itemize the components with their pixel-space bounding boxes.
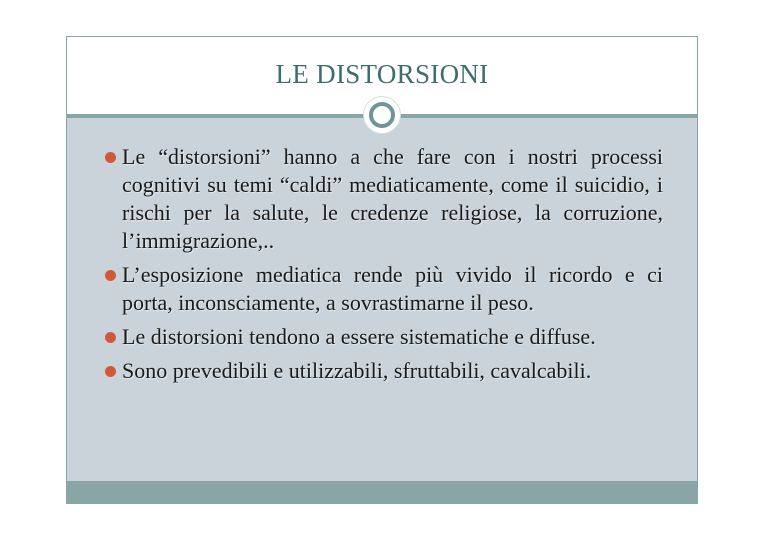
bullet-item bbox=[103, 143, 663, 255]
bullet-item bbox=[103, 261, 663, 317]
bullet-text: Le “distorsioni” hanno a che fare con i nostri processi cognitivi su temi “caldi” mediaticamente, come il suicidio, i rischi per la salute, le credenze religiose, la corruzione, l’immigrazione,.. bbox=[122, 144, 663, 253]
slide-title: LE DISTORSIONI bbox=[275, 59, 489, 89]
circle-ornament-icon bbox=[363, 96, 401, 134]
bullet-text: Le distorsioni tendono a essere sistematiche e diffuse. bbox=[122, 324, 596, 349]
bullet-text: L’esposizione mediatica rende più vivido il ricordo e ci porta, inconsciamente, a sovrastimarne il peso. bbox=[122, 262, 663, 315]
bullet-item bbox=[103, 323, 663, 351]
footer-band bbox=[67, 481, 697, 503]
bullet-dot-icon bbox=[105, 332, 116, 343]
bullet-text: Sono prevedibili e utilizzabili, sfruttabili, cavalcabili. bbox=[122, 358, 592, 383]
slide bbox=[66, 36, 698, 504]
bullet-item bbox=[103, 357, 663, 385]
bullet-dot-icon bbox=[105, 270, 116, 281]
bullet-dot-icon bbox=[105, 152, 116, 163]
bullet-list bbox=[103, 143, 663, 391]
ring-icon bbox=[369, 102, 395, 128]
bullet-dot-icon bbox=[105, 366, 116, 377]
